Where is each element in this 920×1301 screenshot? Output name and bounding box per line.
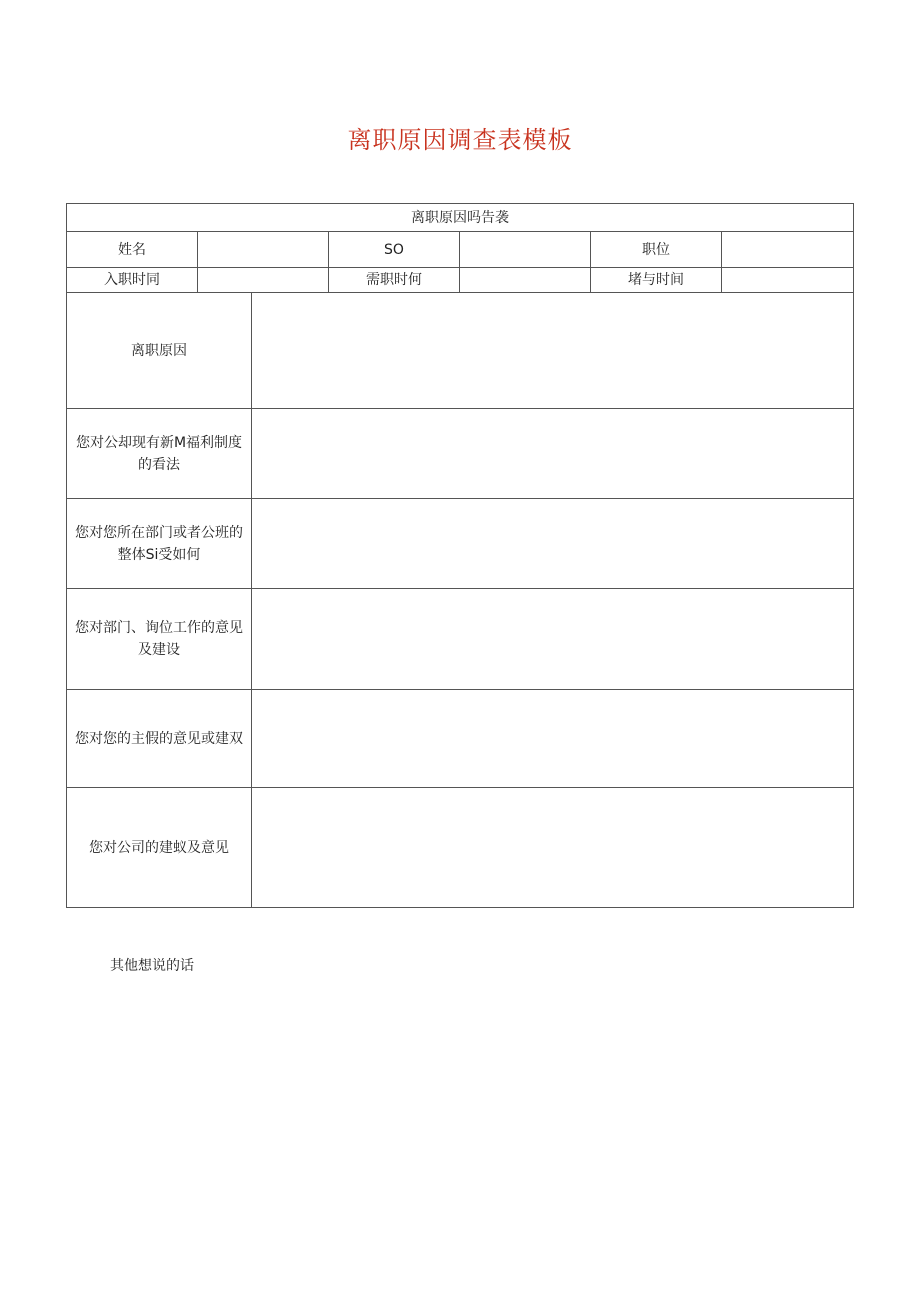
divider (590, 232, 591, 293)
other-comments-label: 其他想说的话 (110, 958, 194, 974)
divider (328, 232, 329, 293)
table-caption: 离职原因吗告袭 (411, 209, 509, 226)
department-label: SO (384, 241, 404, 258)
interview-date-value[interactable] (722, 268, 853, 292)
interview-date-label: 堵与时间 (628, 272, 684, 288)
question-answer[interactable] (252, 499, 853, 588)
position-value[interactable] (722, 232, 853, 267)
question-label: 您对您的主假的意见或建双 (75, 730, 243, 747)
question-answer[interactable] (252, 788, 853, 907)
question-answer[interactable] (252, 690, 853, 787)
name-label: 姓名 (118, 241, 146, 258)
divider (251, 293, 252, 907)
hire-date-label: 入职时同 (104, 272, 160, 288)
resign-date-label: 需职时何 (366, 272, 422, 288)
question-label: 您对您所在部门或者公班的整体Si受如何 (75, 524, 243, 563)
divider (721, 232, 722, 293)
question-answer[interactable] (252, 409, 853, 498)
resign-date-value[interactable] (460, 268, 590, 292)
question-label: 您对公司的建蚁及意见 (89, 839, 229, 856)
divider (459, 232, 460, 293)
question-label: 您对公却现有新M福利制度的看法 (75, 434, 243, 473)
divider (197, 232, 198, 293)
document-title: 离职原因调查表模板 (347, 126, 573, 154)
name-value[interactable] (198, 232, 328, 267)
hire-date-value[interactable] (198, 268, 328, 292)
survey-table (66, 203, 854, 908)
question-answer[interactable] (252, 293, 853, 408)
department-value[interactable] (460, 232, 590, 267)
question-label: 您对部门、询位工作的意见及建设 (75, 620, 243, 658)
question-label: 离职原因 (131, 342, 187, 359)
question-answer[interactable] (252, 589, 853, 689)
position-label: 职位 (642, 241, 670, 258)
